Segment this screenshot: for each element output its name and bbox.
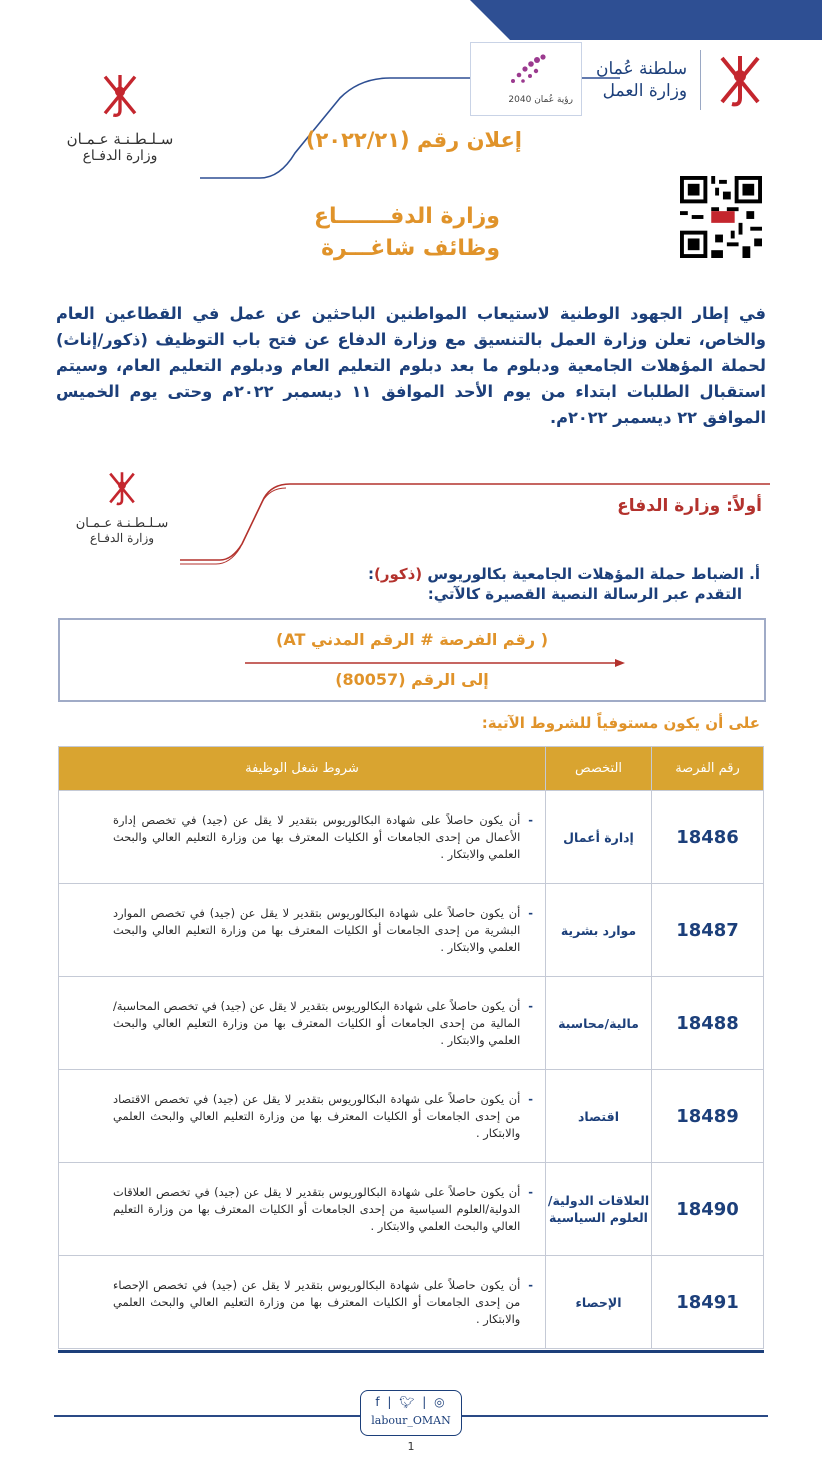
announcement-number: إعلان رقم (٢٠٢٢/٢١)	[305, 128, 522, 152]
headline-ministry: وزارة الدفـــــــاع	[313, 204, 500, 229]
job-number: 18487	[652, 884, 764, 977]
header-specialization: التخصص	[546, 747, 652, 791]
header-conditions: شروط شغل الوظيفة	[59, 747, 546, 791]
facebook-icon[interactable]: f	[375, 1395, 382, 1409]
job-number: 18489	[652, 1070, 764, 1163]
labour-logo-line2: وزارة العمل	[602, 81, 688, 101]
sms-instructions-box	[58, 618, 766, 702]
footer-divider-right	[462, 1415, 768, 1417]
item-a-suffix: :	[367, 565, 374, 583]
table-bottom-rule	[58, 1350, 764, 1353]
vision-label: رؤية عُمان 2040	[508, 95, 573, 105]
ministry-of-defence-logo	[40, 70, 200, 190]
table-row: 18489 اقتصاد - أن يكون حاصلاً على شهادة البكالوريوس بتقدير لا يقل عن (جيد) في تخصص الاقتصاد من إحدى الجامعات أو الكليات المعترف بها من وزارة التعليم العالي والبحث العلمي والابتكار .	[59, 1070, 764, 1163]
table-row: 18488 مالية/محاسبة - أن يكون حاصلاً على شهادة البكالوريوس بتقدير لا يقل عن (جيد) في تخصص المحاسبة/المالية من إحدى الجامعات أو الكليات المعترف بها من وزارة التعليم العالي والبحث العلمي والابتكار .	[59, 977, 764, 1070]
social-handle[interactable]: labour_OMAN	[371, 1414, 451, 1427]
section-title: أولاً: وزارة الدفاع	[617, 496, 762, 516]
header-banner-wedge	[470, 0, 822, 40]
defence-logo-small-line1: سـلـطـنـة عـمـان	[75, 516, 169, 531]
job-condition: أن يكون حاصلاً على شهادة البكالوريوس بتقدير لا يقل عن (جيد) في تخصص الموارد البشرية من إحدى الجامعات أو الكليات المعترف بها من وزارة التعليم العالي والبحث العلمي والابتكار .	[113, 905, 521, 954]
ministry-of-labour-logo	[596, 42, 766, 118]
table-row: 18491 الإحصاء - أن يكون حاصلاً على شهادة البكالوريوس بتقدير لا يقل عن (جيد) في تخصص الإحصاء من إحدى الجامعات أو الكليات المعترف بها من وزارة التعليم العالي والبحث العلمي والابتكار .	[59, 1256, 764, 1349]
arrow-right-icon	[245, 658, 625, 668]
table-header-row	[59, 747, 764, 791]
defence-logo-small-line2: وزارة الدفـاع	[89, 531, 155, 545]
jobs-table	[58, 746, 764, 1349]
job-number: 18490	[652, 1163, 764, 1256]
job-number: 18491	[652, 1256, 764, 1349]
qr-code-icon[interactable]	[680, 176, 762, 258]
labour-logo-line1: سلطنة عُمان	[596, 59, 688, 79]
headline-vacancies: وظائف شاغـــرة	[321, 236, 500, 261]
oman-emblem-icon	[98, 70, 142, 120]
conditions-intro: على أن يكون مستوفياً للشروط الآتية:	[481, 714, 760, 732]
item-a-gender: (ذكور)	[373, 565, 423, 583]
table-row: 18486 إدارة أعمال - أن يكون حاصلاً على شهادة البكالوريوس بتقدير لا يقل عن (جيد) في تخصص إدارة الأعمال من إحدى الجامعات أو الكليات المعترف بها من وزارة التعليم العالي والبحث العلمي والابتكار .	[59, 791, 764, 884]
oman-emblem-icon	[714, 50, 766, 110]
job-number: 18486	[652, 791, 764, 884]
job-specialization: العلاقات الدولية/ العلوم السياسية	[546, 1163, 652, 1256]
twitter-icon[interactable]: 🐦︎	[399, 1395, 417, 1409]
job-condition: أن يكون حاصلاً على شهادة البكالوريوس بتقدير لا يقل عن (جيد) في تخصص الإحصاء من إحدى الجامعات أو الكليات المعترف بها من وزارة التعليم العالي والبحث العلمي والابتكار .	[113, 1277, 521, 1326]
job-specialization: اقتصاد	[546, 1070, 652, 1163]
oman-vision-2040-logo	[470, 42, 582, 116]
instagram-icon[interactable]: ◎	[434, 1395, 447, 1409]
job-specialization: موارد بشرية	[546, 884, 652, 977]
item-a-prefix: أ. الضباط حملة المؤهلات الجامعية بكالوريوس	[422, 565, 760, 583]
vision-swirl-icon	[503, 51, 549, 91]
page-number: 1	[407, 1440, 415, 1453]
job-condition: أن يكون حاصلاً على شهادة البكالوريوس بتقدير لا يقل عن (جيد) في تخصص إدارة الأعمال من إحدى الجامعات أو الكليات المعترف بها من وزارة التعليم العالي والبحث العلمي والابتكار .	[113, 812, 521, 861]
section-curve-line	[180, 478, 770, 568]
sms-format: ( رقم الفرصة # الرقم المدني AT)	[276, 630, 548, 649]
header-number: رقم الفرصة	[652, 747, 764, 791]
job-specialization: إدارة أعمال	[546, 791, 652, 884]
defence-logo-line1: سـلـطـنـة عـمـان	[66, 130, 174, 148]
social-media-badge[interactable]: f | 🐦︎ | ◎ labour_OMAN	[360, 1390, 462, 1436]
ministry-of-defence-logo-small	[52, 468, 192, 568]
job-condition: أن يكون حاصلاً على شهادة البكالوريوس بتقدير لا يقل عن (جيد) في تخصص العلاقات الدولية/العلوم السياسية من إحدى الجامعات أو الكليات المعترف بها من وزارة التعليم العالي والبحث العلمي والابتكار .	[113, 1184, 521, 1233]
item-a-line2: التقدم عبر الرسالة النصية القصيرة كالآتي:	[427, 585, 742, 603]
job-condition: أن يكون حاصلاً على شهادة البكالوريوس بتقدير لا يقل عن (جيد) في تخصص الاقتصاد من إحدى الجامعات أو الكليات المعترف بها من وزارة التعليم العالي والبحث العلمي والابتكار .	[113, 1091, 521, 1140]
table-row: 18490 العلاقات الدولية/ العلوم السياسية - أن يكون حاصلاً على شهادة البكالوريوس بتقدير لا يقل عن (جيد) في تخصص العلاقات الدولية/العلوم السياسية من إحدى الجامعات أو الكليات المعترف بها من وزارة التعليم العالي والبحث العلمي والابتكار .	[59, 1163, 764, 1256]
table-row: 18487 موارد بشرية - أن يكون حاصلاً على شهادة البكالوريوس بتقدير لا يقل عن (جيد) في تخصص الموارد البشرية من إحدى الجامعات أو الكليات المعترف بها من وزارة التعليم العالي والبحث العلمي والابتكار .	[59, 884, 764, 977]
defence-logo-line2: وزارة الدفـاع	[82, 148, 158, 164]
job-number: 18488	[652, 977, 764, 1070]
item-a	[368, 564, 760, 604]
intro-paragraph: في إطار الجهود الوطنية لاستيعاب المواطنين الباحثين عن عمل في القطاعين العام والخاص، تعلن وزارة العمل بالتنسيق مع وزارة الدفاع عن فتح باب التوظيف (ذكور/إناث) لحملة المؤهلات الجامعية ودبلوم ما بعد دبلوم التعليم العام ودبلوم التعليم العام، وسيتم استقبال الطلبات ابتداء من يوم الأحد الموافق ١١ ديسمبر ٢٠٢٢م وحتى يوم الخميس الموافق ٢٢ ديسمبر ٢٠٢٢م.	[56, 304, 766, 427]
footer-divider-left	[54, 1415, 360, 1417]
job-specialization: مالية/محاسبة	[546, 977, 652, 1070]
sms-number: إلى الرقم (80057)	[335, 670, 489, 689]
job-condition: أن يكون حاصلاً على شهادة البكالوريوس بتقدير لا يقل عن (جيد) في تخصص المحاسبة/المالية من إحدى الجامعات أو الكليات المعترف بها من وزارة التعليم العالي والبحث العلمي والابتكار .	[113, 998, 521, 1047]
job-specialization: الإحصاء	[546, 1256, 652, 1349]
oman-emblem-icon	[105, 468, 139, 508]
